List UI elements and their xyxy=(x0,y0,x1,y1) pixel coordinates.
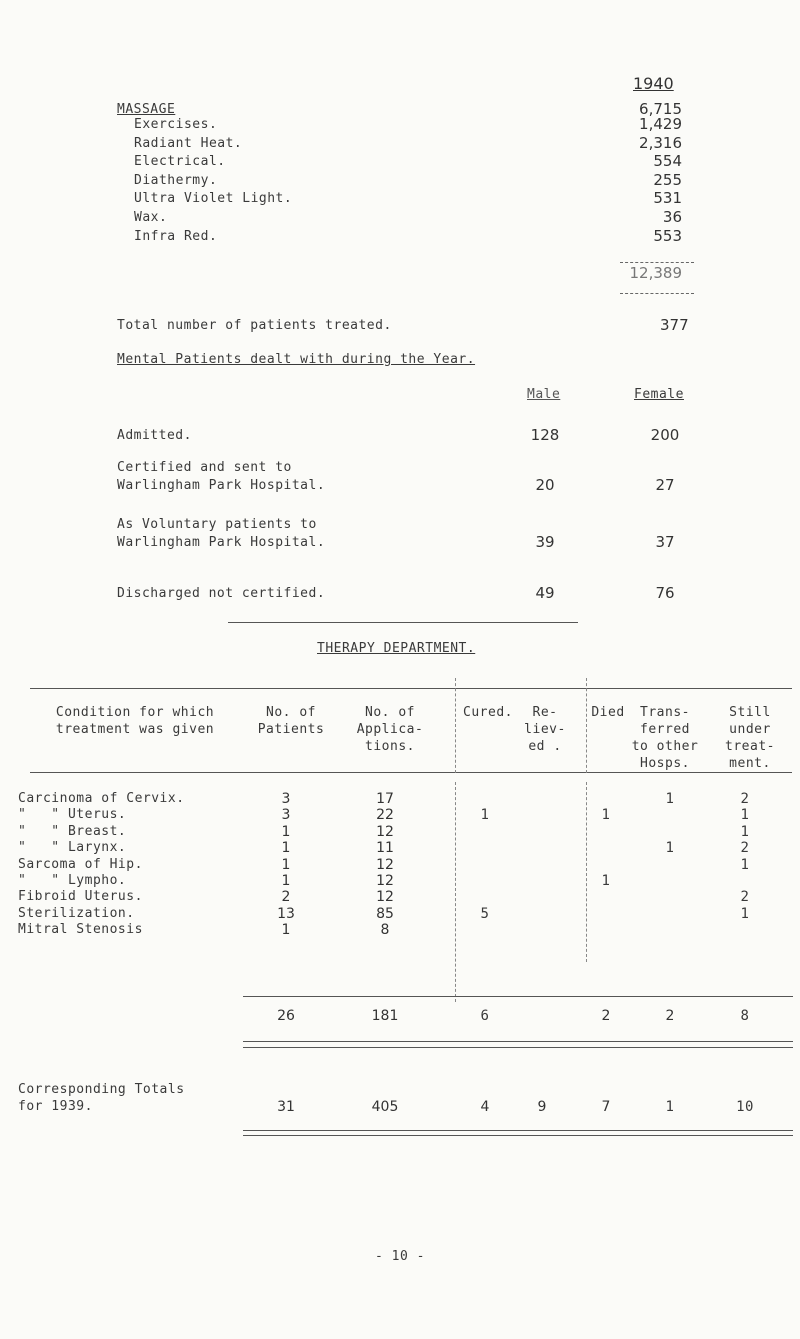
therapy-row-condition: " " Lympho. xyxy=(18,873,127,888)
massage-item-value: 531 xyxy=(653,189,682,208)
therapy-total-applications: 181 xyxy=(371,1008,399,1024)
corresponding-patients: 31 xyxy=(277,1099,295,1115)
mental-row-label: Discharged not certified. xyxy=(117,586,326,601)
therapy-row-applications: 85 xyxy=(376,905,394,922)
therapy-header-died: Died xyxy=(591,705,625,720)
massage-item-value: 1,429 xyxy=(639,115,682,133)
therapy-total-patients: 26 xyxy=(277,1008,295,1024)
therapy-total-died: 2 xyxy=(601,1008,611,1024)
corresponding-relieved: 9 xyxy=(537,1099,547,1115)
massage-total-underline xyxy=(620,293,694,294)
massage-item-value: 255 xyxy=(653,170,682,189)
therapy-row-patients: 1 xyxy=(281,823,291,840)
mental-row-male: 49 xyxy=(535,584,555,602)
corresponding-cured: 4 xyxy=(480,1099,490,1115)
therapy-header-condition: treatment was given xyxy=(55,722,215,737)
mental-col-female: Female xyxy=(634,387,684,402)
therapy-row-patients: 1 xyxy=(281,922,291,939)
therapy-total-still: 8 xyxy=(740,1008,750,1024)
therapy-row-condition: Carcinoma of Cervix. xyxy=(18,791,185,806)
corresponding-underline-2 xyxy=(243,1135,793,1136)
massage-total-rule xyxy=(620,262,694,263)
therapy-row-patients: 1 xyxy=(281,873,291,889)
mental-row-label: Admitted. xyxy=(117,428,192,443)
therapy-row-patients: 2 xyxy=(281,889,291,906)
massage-item-value: 36 xyxy=(662,208,682,226)
therapy-header-bottom xyxy=(30,772,792,773)
massage-item-label: Ultra Violet Light. xyxy=(134,191,293,207)
mental-row-label: Warlingham Park Hospital. xyxy=(117,535,326,550)
therapy-row-patients: 1 xyxy=(281,840,291,857)
mental-col-male: Male xyxy=(527,387,561,402)
therapy-totals-top xyxy=(243,996,793,997)
mental-row-label: Warlingham Park Hospital. xyxy=(117,478,326,493)
therapy-row-applications: 12 xyxy=(376,823,394,840)
corresponding-transferred: 1 xyxy=(665,1099,675,1115)
massage-item-label: Radiant Heat. xyxy=(134,135,243,151)
therapy-header-transferred: to other xyxy=(631,739,699,754)
therapy-row-applications: 12 xyxy=(376,856,394,873)
massage-item-value: 2,316 xyxy=(639,133,682,152)
therapy-top-rule xyxy=(228,622,578,623)
mental-row-male: 128 xyxy=(530,426,560,444)
therapy-row-still: 1 xyxy=(740,905,750,922)
therapy-header-still: Still xyxy=(729,705,771,720)
therapy-heading: THERAPY DEPARTMENT. xyxy=(317,641,476,656)
corresponding-label-1: Corresponding Totals xyxy=(18,1082,185,1097)
therapy-row-still: 2 xyxy=(740,791,750,807)
massage-heading-value: 6,715 xyxy=(639,100,682,118)
therapy-row-condition: " " Uterus. xyxy=(18,807,127,823)
therapy-header-applications: Applica- xyxy=(356,722,424,737)
therapy-header-still: under xyxy=(729,722,771,737)
therapy-row-still: 1 xyxy=(740,807,750,824)
massage-item-value: 554 xyxy=(653,152,682,171)
therapy-row-transferred: 1 xyxy=(665,791,675,807)
therapy-header-applications: tions. xyxy=(365,739,415,754)
corresponding-still: 10 xyxy=(736,1099,754,1115)
therapy-row-still: 2 xyxy=(740,889,750,906)
page-number: - 10 - xyxy=(375,1249,425,1264)
therapy-row-condition: Mitral Stenosis xyxy=(18,922,143,938)
mental-row-label: As Voluntary patients to xyxy=(117,517,317,532)
massage-item-value: 553 xyxy=(653,226,682,245)
therapy-header-still: treat- xyxy=(725,739,775,754)
therapy-row-condition: " " Larynx. xyxy=(18,840,127,856)
therapy-row-applications: 17 xyxy=(376,791,394,807)
therapy-header-transferred: ferred xyxy=(640,722,690,737)
therapy-row-applications: 8 xyxy=(380,922,390,939)
massage-total: 12,389 xyxy=(629,264,682,282)
divider-died-left xyxy=(586,678,587,773)
mental-row-male: 39 xyxy=(535,533,555,551)
therapy-header-condition: Condition for which xyxy=(55,705,215,720)
patients-treated-label: Total number of patients treated. xyxy=(117,318,392,333)
divider-body-1 xyxy=(455,782,456,1002)
therapy-header-patients: Patients xyxy=(257,722,325,737)
massage-item-label: Wax. xyxy=(134,210,168,225)
therapy-row-condition: Sterilization. xyxy=(18,905,135,921)
therapy-row-applications: 12 xyxy=(376,889,394,906)
mental-heading: Mental Patients dealt with during the Year. xyxy=(117,352,476,367)
therapy-row-condition: " " Breast. xyxy=(18,823,127,839)
therapy-row-condition: Sarcoma of Hip. xyxy=(18,856,143,872)
therapy-row-patients: 13 xyxy=(277,905,295,922)
therapy-header-patients: No. of xyxy=(266,705,316,720)
therapy-totals-bottom xyxy=(243,1041,793,1042)
therapy-row-patients: 1 xyxy=(281,856,291,873)
therapy-totals-bottom-2 xyxy=(243,1047,793,1048)
corresponding-label-2: for 1939. xyxy=(18,1099,93,1114)
divider-cured-left xyxy=(455,678,456,773)
therapy-header-transferred: Hosps. xyxy=(640,756,690,771)
massage-item-label: Diathermy. xyxy=(134,172,218,188)
massage-heading: MASSAGE xyxy=(117,102,176,117)
mental-row-label: Certified and sent to xyxy=(117,460,292,475)
therapy-row-died: 1 xyxy=(601,873,611,889)
therapy-row-cured: 5 xyxy=(480,905,490,922)
therapy-row-applications: 22 xyxy=(376,807,394,824)
massage-item-label: Exercises. xyxy=(134,117,218,132)
therapy-header-relieved: ed . xyxy=(528,739,562,754)
therapy-total-transferred: 2 xyxy=(665,1008,675,1024)
therapy-header-still: ment. xyxy=(729,756,771,771)
mental-row-female: 200 xyxy=(650,426,680,444)
therapy-header-relieved: liev- xyxy=(524,722,566,737)
patients-treated-value: 377 xyxy=(660,316,689,334)
therapy-row-patients: 3 xyxy=(281,807,291,824)
therapy-total-cured: 6 xyxy=(480,1008,490,1024)
therapy-row-still: 1 xyxy=(740,856,750,873)
corresponding-underline-1 xyxy=(243,1130,793,1131)
corresponding-died: 7 xyxy=(601,1099,611,1115)
mental-row-male: 20 xyxy=(535,476,555,494)
therapy-header-cured: Cured. xyxy=(463,705,513,720)
therapy-header-applications: No. of xyxy=(365,705,415,720)
therapy-header-top xyxy=(30,688,792,689)
therapy-row-patients: 3 xyxy=(281,791,291,807)
therapy-row-transferred: 1 xyxy=(665,840,675,857)
therapy-row-cured: 1 xyxy=(480,807,490,824)
therapy-row-applications: 12 xyxy=(376,873,394,889)
year-heading: 1940 xyxy=(633,74,674,93)
mental-row-female: 76 xyxy=(655,584,675,602)
mental-row-female: 37 xyxy=(655,533,675,551)
mental-row-female: 27 xyxy=(655,476,675,494)
massage-item-label: Infra Red. xyxy=(134,228,218,244)
therapy-row-died: 1 xyxy=(601,807,611,824)
therapy-header-transferred: Trans- xyxy=(640,705,690,720)
therapy-row-condition: Fibroid Uterus. xyxy=(18,889,143,905)
therapy-row-still: 1 xyxy=(740,823,750,840)
therapy-header-relieved: Re- xyxy=(532,705,558,720)
massage-item-label: Electrical. xyxy=(134,154,226,170)
corresponding-applications: 405 xyxy=(371,1099,399,1115)
therapy-row-still: 2 xyxy=(740,840,750,857)
therapy-row-applications: 11 xyxy=(376,840,394,857)
